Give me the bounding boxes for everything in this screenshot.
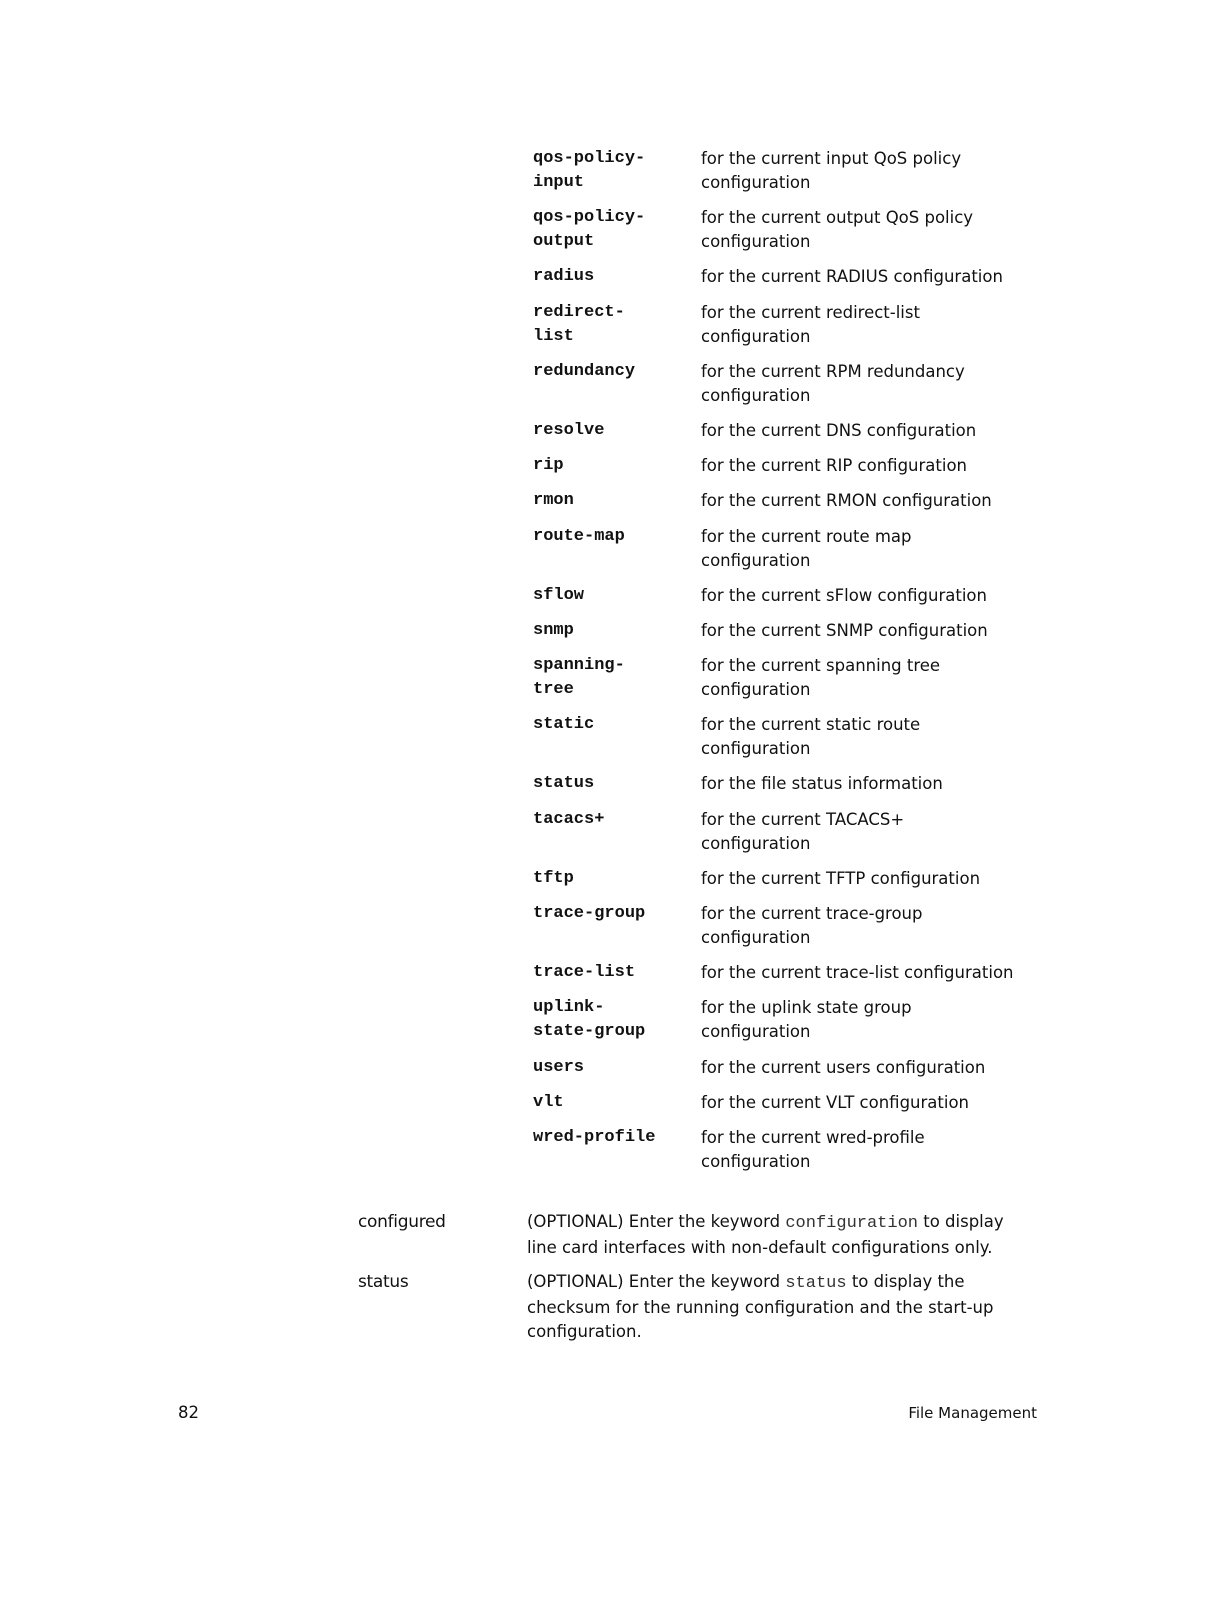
- keyword-description: for the current users configuration: [701, 1057, 986, 1077]
- keyword-row: [533, 206, 1033, 254]
- keyword-row: [533, 489, 1033, 513]
- keyword-row: [533, 772, 1033, 796]
- keyword-term: tftp: [533, 868, 574, 888]
- param-description: [527, 1270, 1038, 1344]
- keyword-description: for the current DNS configuration: [701, 420, 977, 440]
- keyword-term: wred-profile: [533, 1127, 656, 1147]
- param-keyword-code: configuration: [785, 1214, 918, 1233]
- keyword-row: [533, 1091, 1033, 1115]
- keyword-description: for the file status information: [701, 774, 943, 794]
- param-description-text: (OPTIONAL) Enter the keyword: [527, 1212, 786, 1231]
- keyword-term: tacacs+: [533, 809, 605, 829]
- keyword-description: for the current sFlow configuration: [701, 585, 987, 605]
- keyword-row: [533, 1126, 1033, 1174]
- keyword-row: [533, 360, 1033, 408]
- keyword-term: users: [533, 1057, 585, 1077]
- keyword-description: for the current SNMP configuration: [701, 620, 988, 640]
- keyword-term: static: [533, 715, 595, 735]
- keyword-term: redundancy: [533, 361, 636, 381]
- keyword-description: for the current TFTP configuration: [701, 868, 981, 888]
- page-number: 82: [178, 1403, 199, 1422]
- keyword-row: [533, 584, 1033, 608]
- keyword-term: route-map: [533, 526, 625, 546]
- param-description-text: to display line card interfaces with non-default configurations only.: [527, 1212, 1004, 1257]
- keyword-row: [533, 301, 1033, 349]
- param-configured: [358, 1210, 1038, 1260]
- keyword-term: trace-list: [533, 963, 636, 983]
- keyword-term: redirect- list: [533, 302, 625, 346]
- keyword-row: [533, 996, 1033, 1044]
- keyword-row: [533, 454, 1033, 478]
- keyword-row: [533, 713, 1033, 761]
- keyword-description: for the current RADIUS configuration: [701, 267, 1003, 287]
- param-name: configured: [358, 1212, 446, 1232]
- keyword-description: for the current spanning tree configuration: [701, 656, 941, 700]
- param-name: status: [358, 1272, 409, 1292]
- keyword-term: rip: [533, 456, 564, 476]
- param-description-text: to display the checksum for the running configuration and the start-up configuration.: [527, 1272, 994, 1341]
- keyword-table: [533, 147, 1033, 1185]
- keyword-term: sflow: [533, 585, 585, 605]
- keyword-term: snmp: [533, 620, 574, 640]
- keyword-row: [533, 525, 1033, 573]
- keyword-term: qos-policy- output: [533, 208, 646, 252]
- keyword-term: qos-policy- input: [533, 149, 646, 192]
- keyword-description: for the uplink state group configuration: [701, 998, 912, 1042]
- param-status: [358, 1270, 1038, 1344]
- keyword-description: for the current output QoS policy configuration: [701, 208, 974, 252]
- keyword-term: radius: [533, 267, 595, 287]
- keyword-row: [533, 419, 1033, 443]
- keyword-description: for the current trace-group configuration: [701, 904, 923, 947]
- keyword-description: for the current TACACS+ configuration: [701, 809, 905, 853]
- keyword-row: [533, 961, 1033, 985]
- keyword-description: for the current wred-profile configuration: [701, 1127, 925, 1171]
- keyword-row: [533, 808, 1033, 856]
- keyword-row: [533, 147, 1033, 195]
- keyword-description: for the current input QoS policy configuration: [701, 149, 962, 192]
- keyword-term: uplink- state-group: [533, 998, 646, 1042]
- param-description-text: (OPTIONAL) Enter the keyword: [527, 1272, 786, 1291]
- keyword-description: for the current static route configuration: [701, 715, 921, 759]
- keyword-term: spanning- tree: [533, 656, 625, 700]
- keyword-row: [533, 265, 1033, 289]
- keyword-description: for the current RPM redundancy configuration: [701, 361, 965, 405]
- keyword-description: for the current route map configuration: [701, 526, 912, 570]
- footer-section-title: File Management: [908, 1404, 1037, 1422]
- keyword-description: for the current trace-list configuration: [701, 963, 1014, 983]
- keyword-term: trace-group: [533, 904, 646, 923]
- param-keyword-code: status: [785, 1274, 847, 1293]
- keyword-row: [533, 902, 1033, 950]
- keyword-term: status: [533, 774, 595, 794]
- keyword-term: vlt: [533, 1092, 564, 1112]
- keyword-description: for the current RMON configuration: [701, 491, 992, 511]
- keyword-description: for the current RIP configuration: [701, 456, 967, 476]
- keyword-row: [533, 654, 1033, 702]
- keyword-row: [533, 867, 1033, 891]
- keyword-description: for the current redirect-list configuration: [701, 302, 920, 346]
- keyword-row: [533, 619, 1033, 643]
- keyword-row: [533, 1056, 1033, 1080]
- keyword-term: rmon: [533, 491, 574, 511]
- keyword-description: for the current VLT configuration: [701, 1092, 970, 1112]
- keyword-term: resolve: [533, 420, 605, 440]
- param-description: [527, 1210, 1038, 1260]
